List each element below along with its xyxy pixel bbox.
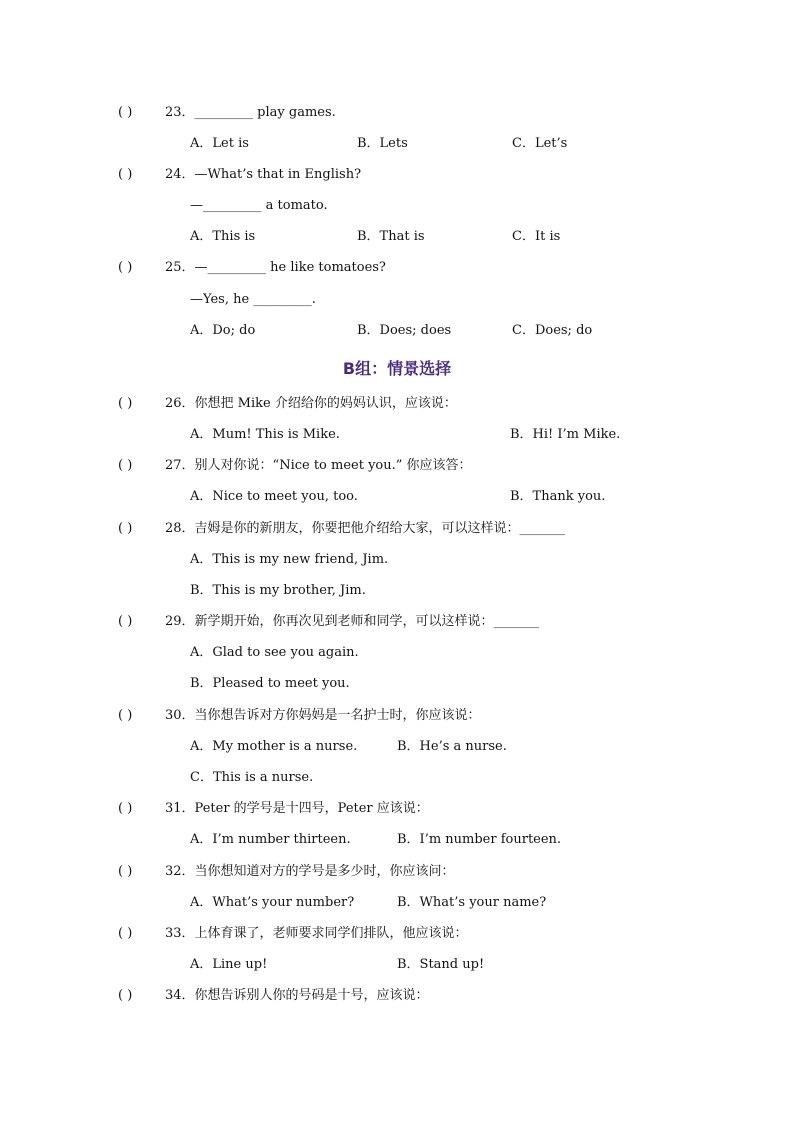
option-a: A．This is my new friend, Jim. [190, 552, 389, 567]
question-32: 32．当你想知道对方的学号是多少时，你应该问： [165, 864, 455, 879]
option-b: B．Pleased to meet you. [190, 676, 350, 691]
option-c: C．This is a nurse. [190, 770, 314, 785]
question-28: 28．吉姆是你的新朋友，你要把他介绍给大家，可以这样说：_______ [165, 521, 566, 536]
option-c: C．It is [512, 229, 561, 244]
option-b: B．What’s your name? [397, 895, 547, 910]
option-a: A．I’m number thirteen. [190, 832, 351, 847]
question-31: 31．Peter 的学号是十四号，Peter 应该说： [165, 801, 429, 816]
question-29: 29．新学期开始，你再次见到老师和同学，可以这样说：_______ [165, 614, 540, 629]
answer-bracket[interactable]: ( ) [118, 167, 133, 182]
option-a: A．My mother is a nurse. [190, 739, 358, 754]
option-c: C．Let’s [512, 136, 568, 151]
option-c: C．Does; do [512, 323, 593, 338]
option-b: B．Lets [357, 136, 408, 151]
option-a: A．Let is [190, 136, 249, 151]
question-25-line2: —Yes, he _________. [190, 292, 316, 307]
option-b: B．Does; does [357, 323, 452, 338]
option-b: B．He’s a nurse. [397, 739, 507, 754]
answer-bracket[interactable]: ( ) [118, 105, 133, 120]
option-a: A．Do; do [190, 323, 256, 338]
option-b: B．This is my brother, Jim. [190, 583, 366, 598]
question-33: 33．上体育课了，老师要求同学们排队，他应该说： [165, 926, 468, 941]
option-a: A．What’s your number? [190, 895, 355, 910]
option-a: A．Line up! [190, 957, 268, 972]
option-a: A．This is [190, 229, 256, 244]
option-b: B．Hi! I’m Mike. [510, 427, 621, 442]
question-24: 24．—What’s that in English? [165, 167, 362, 182]
option-a: A．Mum! This is Mike. [190, 427, 340, 442]
answer-bracket[interactable]: ( ) [118, 260, 133, 275]
answer-bracket[interactable]: ( ) [118, 864, 133, 879]
section-title: B组：情景选择 [342, 359, 452, 378]
answer-bracket[interactable]: ( ) [118, 458, 133, 473]
option-a: A．Glad to see you again. [190, 645, 359, 660]
answer-bracket[interactable]: ( ) [118, 708, 133, 723]
answer-bracket[interactable]: ( ) [118, 614, 133, 629]
option-b: B．That is [357, 229, 425, 244]
question-24-line2: —_________ a tomato. [190, 198, 328, 213]
answer-bracket[interactable]: ( ) [118, 926, 133, 941]
option-b: B．Thank you. [510, 489, 606, 504]
option-b: B．I’m number fourteen. [397, 832, 562, 847]
question-26: 26．你想把 Mike 介绍给你的妈妈认识，应该说： [165, 396, 457, 411]
answer-bracket[interactable]: ( ) [118, 988, 133, 1003]
question-27: 27．别人对你说：“Nice to meet you.” 你应该答： [165, 458, 472, 473]
question-34: 34．你想告诉别人你的号码是十号，应该说： [165, 988, 429, 1003]
answer-bracket[interactable]: ( ) [118, 396, 133, 411]
option-b: B．Stand up! [397, 957, 485, 972]
answer-bracket[interactable]: ( ) [118, 801, 133, 816]
option-a: A．Nice to meet you, too. [190, 489, 358, 504]
question-25: 25．—_________ he like tomatoes? [165, 260, 386, 275]
question-23: 23．_________ play games. [165, 105, 336, 120]
answer-bracket[interactable]: ( ) [118, 521, 133, 536]
question-30: 30．当你想告诉对方你妈妈是一名护士时，你应该说： [165, 708, 481, 723]
